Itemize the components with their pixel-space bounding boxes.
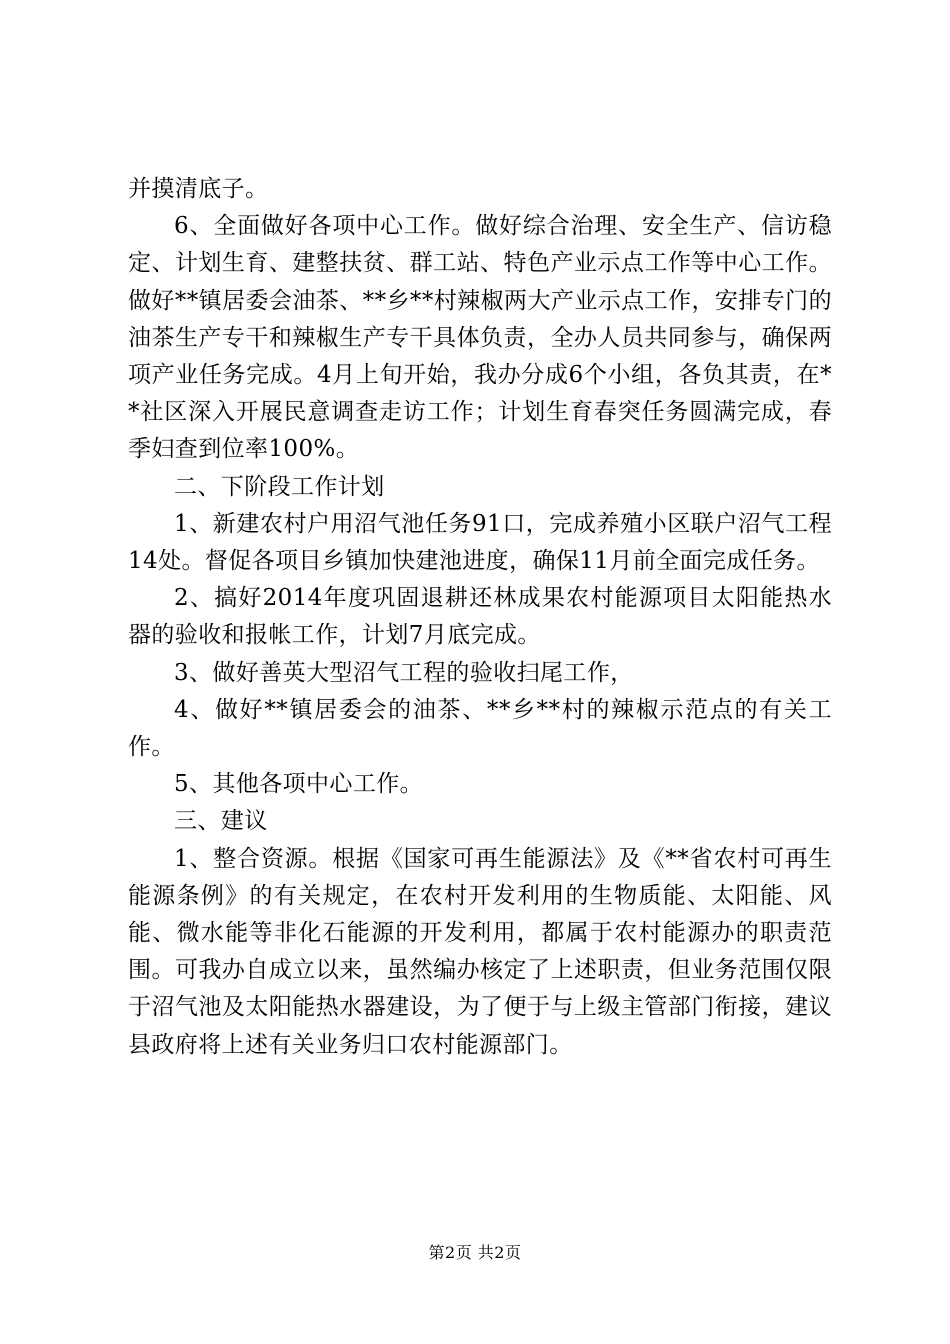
paragraph-suggestion-1: 1、整合资源。根据《国家可再生能源法》及《**省农村可再生能源条例》的有关规定，在农村开发利用的生物质能、太阳能、风能、微水能等非化石能源的开发利用，都属于农村能源办的职责范围。可我办自成立以来，虽然编办核定了上述职责，但业务范围仅限于沼气池及太阳能热水器建设，为了便于与上级主管部门衔接，建议县政府将上述有关业务归口农村能源部门。	[128, 845, 832, 1058]
paragraph-plan-4: 4、做好**镇居委会的油茶、**乡**村的辣椒示范点的有关工作。	[128, 696, 832, 761]
paragraph-plan-1: 1、新建农村户用沼气池任务91口，完成养殖小区联户沼气工程14处。督促各项目乡镇加快建池进度，确保11月前全面完成任务。	[128, 510, 832, 575]
section-heading-suggestions: 三、建议	[174, 808, 268, 835]
paragraph-plan-2: 2、搞好2014年度巩固退耕还林成果农村能源项目太阳能热水器的验收和报帐工作，计划7月底完成。	[128, 585, 832, 649]
paragraph-item-6: 6、全面做好各项中心工作。做好综合治理、安全生产、信访稳定、计划生育、建整扶贫、群工站、特色产业示点工作等中心工作。做好**镇居委会油茶、**乡**村辣椒两大产业示点工作，安排专门的油茶生产专干和辣椒生产专干具体负责，全办人员共同参与，确保两项产业任务完成。4月上旬开始，我办分成6个小组，各负其责，在**社区深入开展民意调查走访工作；计划生育春突任务圆满完成，春季妇查到位率100%。	[128, 213, 832, 463]
paragraph-plan-5: 5、其他各项中心工作。	[174, 771, 424, 798]
document-body	[128, 171, 832, 1064]
paragraph-plan-3: 3、做好善英大型沼气工程的验收扫尾工作，	[174, 659, 634, 686]
paragraph-continuation: 并摸清底子。	[128, 176, 269, 202]
page-footer: 第2页 共2页	[428, 1243, 522, 1262]
section-heading-plan: 二、下阶段工作计划	[174, 473, 385, 500]
